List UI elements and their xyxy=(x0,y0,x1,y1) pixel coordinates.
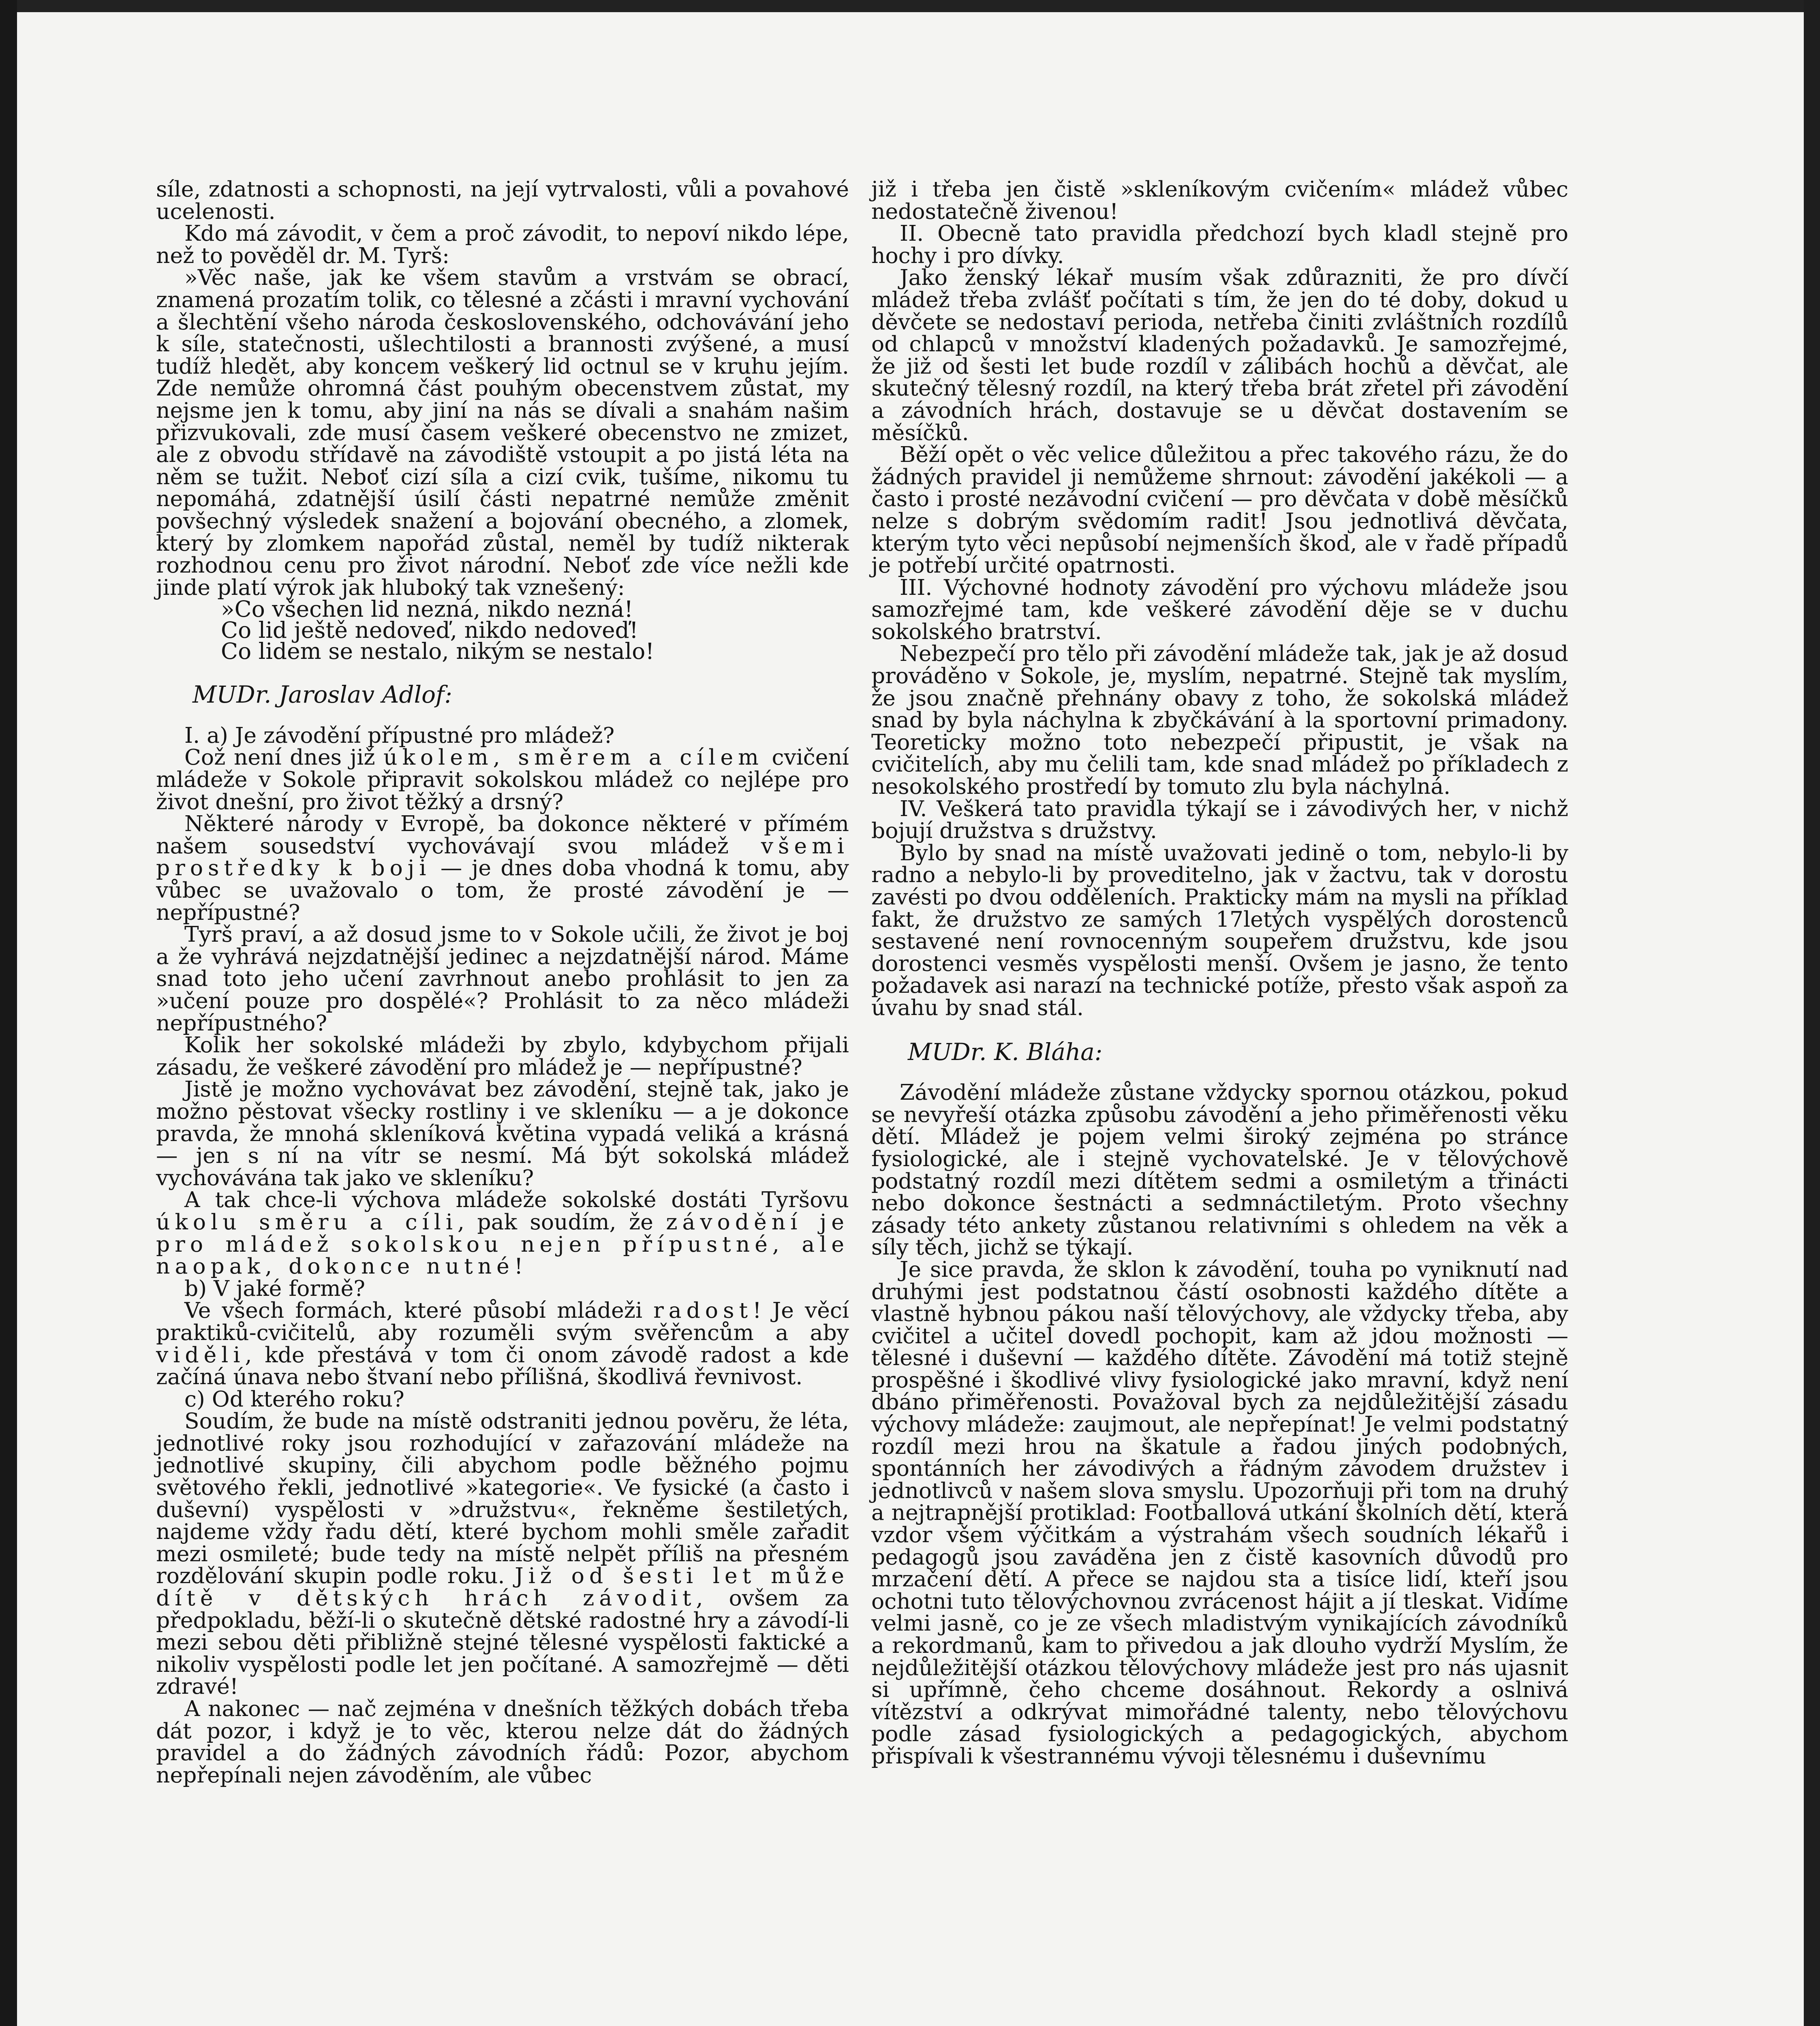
paragraph: III. Výchovné hodnoty závodění pro výchovu mládeže jsou samozřejmé tam, kde veškeré závodění děje se v duchu sokolského bratrství. xyxy=(871,574,1568,644)
text-run: A tak chce-li výchova mládeže sokolské dostáti Tyršovu xyxy=(184,1187,849,1213)
paragraph: Tyrš praví, a až dosud jsme to v Sokole učili, že život je boj a že vyhrává nejzdatnější jedinec a nejzdatnější národ. Máme snad toto jeho učení zavrhnout anebo prohlásit to jen za »učení pouze pro dospělé«? Prohlásit to za něco mládeži nepřípustného? xyxy=(156,921,849,1036)
text-run: Což není dnes již xyxy=(184,744,384,770)
author-heading-adlof: MUDr. Jaroslav Adlof: xyxy=(192,681,453,709)
paragraph: Kdo má závodit, v čem a proč závodit, to nepoví nikdo lépe, než to pověděl dr. M. Tyrš: xyxy=(156,220,849,268)
verse-line: »Co všechen lid nezná, nikdo nezná! xyxy=(221,596,633,622)
question-heading: c) Od kterého roku? xyxy=(184,1386,404,1412)
question-heading: I. a) Je závodění přípustné pro mládež? xyxy=(184,722,615,748)
spaced-emphasis: závodění je pro mládež sokolskou nejen přípustné, ale naopak, dokonce nutné! xyxy=(156,1209,849,1279)
text-run: Ve všech formách, které působí mládeži xyxy=(184,1297,654,1323)
text-run: , ovšem za předpokladu, běží-li o skutečně dětské radostné hry a závodí-li mezi sebou děti přibližně stejné tělesné vyspělosti faktické a nikoliv vyspělosti podle let jen počítané. A samozřejmě — děti zdravé! xyxy=(156,1585,849,1699)
scan-border-right xyxy=(1804,0,1820,2026)
paragraph: Je sice pravda, že sklon k závodění, touha po vyniknutí nad druhými jest podstatnou částí osobnosti každého dítěte a vlastně hybnou pákou naší tělovýchovy, ale vždycky třeba, aby cvičitel a učitel dovedl pochopit, kam až jdou možnosti — tělesné i duševní — každého dítěte. Závodění má totiž stejně prospěšné i škodlivé vlivy fysiologické jako mravní, když není dbáno přiměřenosti. Považoval bych za nejdůležitější zásadu výchovy mládeže: zaujmout, ale nepřepínat! Je velmi podstatný rozdíl mezi hrou na škatule a řadou jiných podobných, spontánních her závodivých a řádným závodem družstev i jednotlivců v našem slova smyslu. Upozorňuji při tom na druhý a nejtrapnější protiklad: Footballová utkání školních dětí, která vzdor všem výčitkám a výstrahám všech soudních lékařů i pedagogů jsou zaváděna jen z čistě kasovních důvodů pro mrzačení dětí. A přece se najdou sta a tisíce lidí, kteří jsou ochotni tuto tělovýchovnou zvrácenost hájit a jí tleskat. Vidíme velmi jasně, co je ze všech mladistvým vynikajících závodníků a rekordmanů, kam to přivedou a jak dlouho vydrží Myslím, že nejdůležitější otázkou tělovýchovy mládeže jest pro nás ujasnit si upřímně, čeho chceme dosáhnout. Rekordy a oslnivá vítězství a odkrývat mimořádné talenty, nebo tělovýchovu podle zásad fysiologických a pedagogických, abychom přispívali k všestrannému vývoji tělesnému i duševnímu xyxy=(871,1256,1568,1769)
paragraph xyxy=(156,1299,849,1388)
spaced-emphasis: úkolem, směrem a cílem xyxy=(383,744,764,770)
paragraph: Nebezpečí pro tělo při závodění mládeže tak, jak je až dosud prováděno v Sokole, je, myslím, nepatrné. Stejně tak myslím, že jsou značně přehnány obavy z toho, že sokolská mládež snad by byla náchylna k zbyčkávání à la sportovní primadony. Teoreticky možno toto nebezpečí připustit, je však na cvičitelích, aby mu čelili tam, kde snad mládež po příkladech z nesokolského prostředí by tomuto zlu byla náchylná. xyxy=(871,641,1568,799)
paragraph: IV. Veškerá tato pravidla týkají se i závodivých her, v nichž bojují družstva s družstvy. xyxy=(871,795,1568,844)
text-run: ! Je věcí praktiků-cvičitelů, aby rozuměli svým svěřencům a aby xyxy=(156,1297,849,1345)
text-run: cvičení mládeže v Sokole připravit sokolskou mládež co nejlépe pro život dnešní, pro život těžký a drsný? xyxy=(156,744,849,814)
paragraph: Závodění mládeže zůstane vždycky spornou otázkou, pokud se nevyřeší otázka způsobu závodění a jeho přiměřenosti věku dětí. Mládež je pojem velmi široký zejména po stránce fysiologické, ale i stejně vychovatelské. Je v tělovýchově podstatný rozdíl mezi dítětem sedmi a osmiletým a třinácti nebo dokonce šestnácti a sedmnáctiletým. Proto všechny zásady této ankety zůstanou relativními s ohledem na věk a síly těch, jichž se týkají. xyxy=(871,1079,1568,1260)
paragraph xyxy=(156,813,849,923)
paragraph: již i třeba jen čistě »skleníkovým cvičením« mládež vůbec nedostatečně živenou! xyxy=(871,176,1568,224)
spaced-emphasis: viděli xyxy=(156,1342,245,1368)
spaced-emphasis: Již od šesti let může dítě v dětských hrách závodit xyxy=(156,1563,849,1611)
paragraph: síle, zdatnosti a schopnosti, na její vytrvalosti, vůli a povahové ucelenosti. xyxy=(156,176,849,224)
spaced-emphasis: radost xyxy=(653,1297,753,1323)
paragraph: Běží opět o věc velice důležitou a přec takového rázu, že do žádných pravidel ji nemůžeme shrnout: závodění jakékoli — a často i prosté nezávodní cvičení — pro děvčata v době měsíčků nelze s dobrým svědomím radit! Jsou jednotlivá děvčata, kterým tyto věci nepůsobí nejmenších škod, ale v řadě případů je potřebí určité opatrnosti. xyxy=(871,442,1568,578)
verse-line: Co lid ještě nedoveď, nikdo nedoveď! xyxy=(221,617,638,643)
left-column xyxy=(156,178,849,1786)
question-heading: b) V jaké formě? xyxy=(184,1275,365,1301)
paragraph: Bylo by snad na místě uvažovati jedině o tom, nebylo-li by radno a nebylo-li by proveditelno, jak v žactvu, tak v dorostu zavésti po dvou odděleních. Prakticky mám na mysli na příklad fakt, že družstvo ze samých 17letých vyspělých dorostenců sestavené není rovnocenným soupeřem družstvu, kde jsou dorostenci vesměs vyspělosti menší. Ovšem je jasno, že tento požadavek asi narazí na technické potíže, přesto však aspoň za úvahu by snad stál. xyxy=(871,840,1568,1020)
spaced-emphasis: všemi prostředky k boji xyxy=(156,833,849,881)
scan-border-top xyxy=(0,0,1820,12)
text-run: , pak soudím, že xyxy=(458,1209,666,1235)
text-run: , kde přestává v tom či onom závodě radost a kde začíná únava nebo štvaní nebo přílišná, škodlivá řevnivost. xyxy=(156,1342,849,1390)
paragraph: Kolik her sokolské mládeži by zbylo, kdybychom přijali zásadu, že veškeré závodění pro mládež je — nepřípustné? xyxy=(156,1032,849,1080)
right-column xyxy=(871,178,1568,1767)
paragraph: II. Obecně tato pravidla předchozí bych kladl stejně pro hochy i pro dívky. xyxy=(871,220,1568,268)
paragraph xyxy=(156,1189,849,1277)
scan-border-left xyxy=(0,0,17,2026)
paragraph xyxy=(156,746,849,813)
paragraph: Jako ženský lékař musím však zdůrazniti, že pro dívčí mládež třeba zvlášť počítati s tím, že jen do té doby, dokud u děvčete se nedostaví perioda, netřeba činiti zvláštních rozdílů od chlapců v množství kladených požadavků. Je samozřejmé, že již od šesti let bude rozdíl v zálibách hochů a děvčat, ale skutečný tělesný rozdíl, na který třeba brát zřetel při závodění a závodních hrách, dostavuje se u děvčat dostavením se měsíčků. xyxy=(871,265,1568,445)
text-run: — je dnes doba vhodná k tomu, aby vůbec se uvažovalo o tom, že prosté závodění je — nepřípustné? xyxy=(156,855,849,925)
paragraph xyxy=(156,1410,849,1698)
quotation-tyrs: »Věc naše, jak ke všem stavům a vrstvám se obrací, znamená prozatím tolik, co tělesné a zčásti i mravní vychování a šlechtění všeho národa československého, odchovávání jeho k síle, statečnosti, ušlechtilosti a brannosti zvýšené, a musí tudíž hledět, aby koncem veškerý lid octnul se v kruhu jejím. Zde nemůže ohromná část pouhým obecenstvem zůstat, my nejsme jen k tomu, aby jiní na nás se dívali a snahám našim přizvukovali, zde musí časem veškeré obecenstvo ne zmizet, ale z obvodu střídavě na závodiště vstoupit a po jistá léta na něm se tužit. Neboť cizí síla a cizí cvik, tušíme, nikomu tu nepomáhá, zdatnější úsilí části nepatrné nemůže změnit povšechný výsledek snažení a bojování obecného, a zlomek, který by zlomkem napořád zůstal, neměl by tudíž nikterak rozhodnou cenu pro život národní. Neboť zde více nežli kde jinde platí výrok jak hluboký tak vznešený: xyxy=(156,265,849,600)
text-run: Soudím, že bude na místě odstraniti jednou pověru, že léta, jednotlivé roky jsou rozhodující v zařazování mládeže na jednotlivé skupiny, čili abychom podle běžného pojmu světového řekli, jednotlivé »kategorie«. Ve fysické (a často i duševní) vyspělosti v »družstvu«, řekněme šestiletých, najdeme vždy řadu dětí, které bychom mohli směle zařadit mezi osmileté; bude tedy na místě nelpět příliš na přesném rozdělování skupin podle roku. xyxy=(156,1408,849,1589)
paragraph: Jistě je možno vychovávat bez závodění, stejně tak, jako je možno pěstovat všecky rostliny i ve skleníku — a je dokonce pravda, že mnohá skleníková květina vypadá veliká a krásná — jen s ní na vítr se nesmí. Má být sokolská mládež vychovávána tak jako ve skleníku? xyxy=(156,1076,849,1190)
verse-line: Co lidem se nestalo, nikým se nestalo! xyxy=(221,638,654,665)
author-heading-blaha: MUDr. K. Bláha: xyxy=(908,1038,1103,1066)
paragraph: A nakonec — nač zejména v dnešních těžkých dobách třeba dát pozor, i když je to věc, kterou nelze dát do žádných pravidel a do žádných závodních řádů: Pozor, abychom nepřepínali nejen závoděním, ale vůbec xyxy=(156,1696,849,1788)
text-run: Některé národy v Evropě, ba dokonce některé v přímém našem sousedství vychovávají svou mládež xyxy=(156,811,849,859)
spaced-emphasis: úkolu směru a cíli xyxy=(156,1209,458,1235)
